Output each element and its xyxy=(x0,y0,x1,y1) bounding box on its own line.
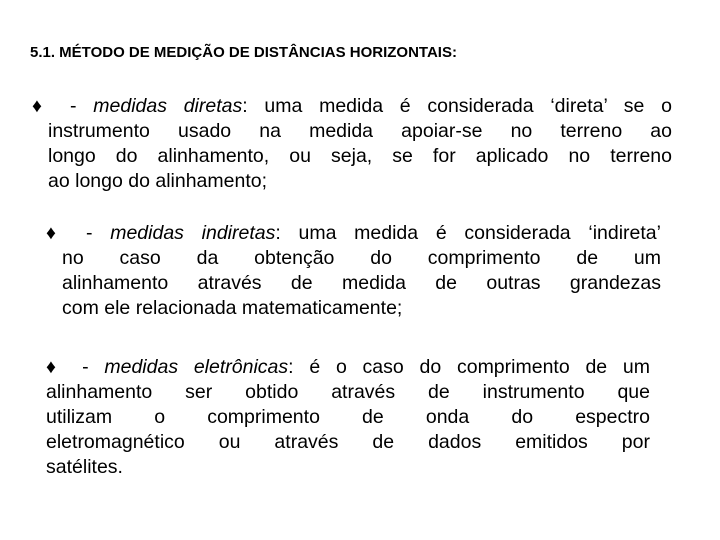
item-text-line: no caso da obtenção do comprimento de um xyxy=(62,247,661,269)
item-text-line: utilizam o comprimento de onda do espectro xyxy=(46,406,650,428)
item-medidas-diretas xyxy=(32,94,672,194)
item-text: : é o caso do comprimento de um xyxy=(288,356,650,378)
item-medidas-indiretas xyxy=(46,221,661,321)
item-text-line: satélites. xyxy=(46,456,123,478)
item-text: : uma medida é considerada ‘direta’ se o xyxy=(242,95,672,117)
item-text-line: longo do alinhamento, ou seja, se for aplicado no terreno xyxy=(48,145,672,167)
item-first-line xyxy=(32,94,672,119)
item-text-line: alinhamento ser obtido através de instrumento que xyxy=(46,381,650,403)
bullet-icon: ♦ - xyxy=(32,95,77,117)
item-first-line xyxy=(46,355,650,380)
item-text-line: ao longo do alinhamento; xyxy=(48,170,268,192)
bullet-icon: ♦ - xyxy=(46,356,89,378)
item-text-line: instrumento usado na medida apoiar-se no terreno ao xyxy=(48,120,672,142)
item-medidas-eletronicas xyxy=(46,355,650,480)
item-term: medidas eletrônicas xyxy=(104,356,289,378)
item-text-line: com ele relacionada matematicamente; xyxy=(62,297,403,319)
item-first-line xyxy=(46,221,661,246)
item-term: medidas diretas xyxy=(93,95,243,117)
bullet-icon: ♦ - xyxy=(46,222,93,244)
item-term: medidas indiretas xyxy=(110,222,276,244)
item-text-line: eletromagnético ou através de dados emitidos por xyxy=(46,431,650,453)
item-text-line: alinhamento através de medida de outras grandezas xyxy=(62,272,661,294)
section-title: 5.1. MÉTODO DE MEDIÇÃO DE DISTÂNCIAS HORIZONTAIS: xyxy=(30,44,457,61)
item-text: : uma medida é considerada ‘indireta’ xyxy=(275,222,661,244)
